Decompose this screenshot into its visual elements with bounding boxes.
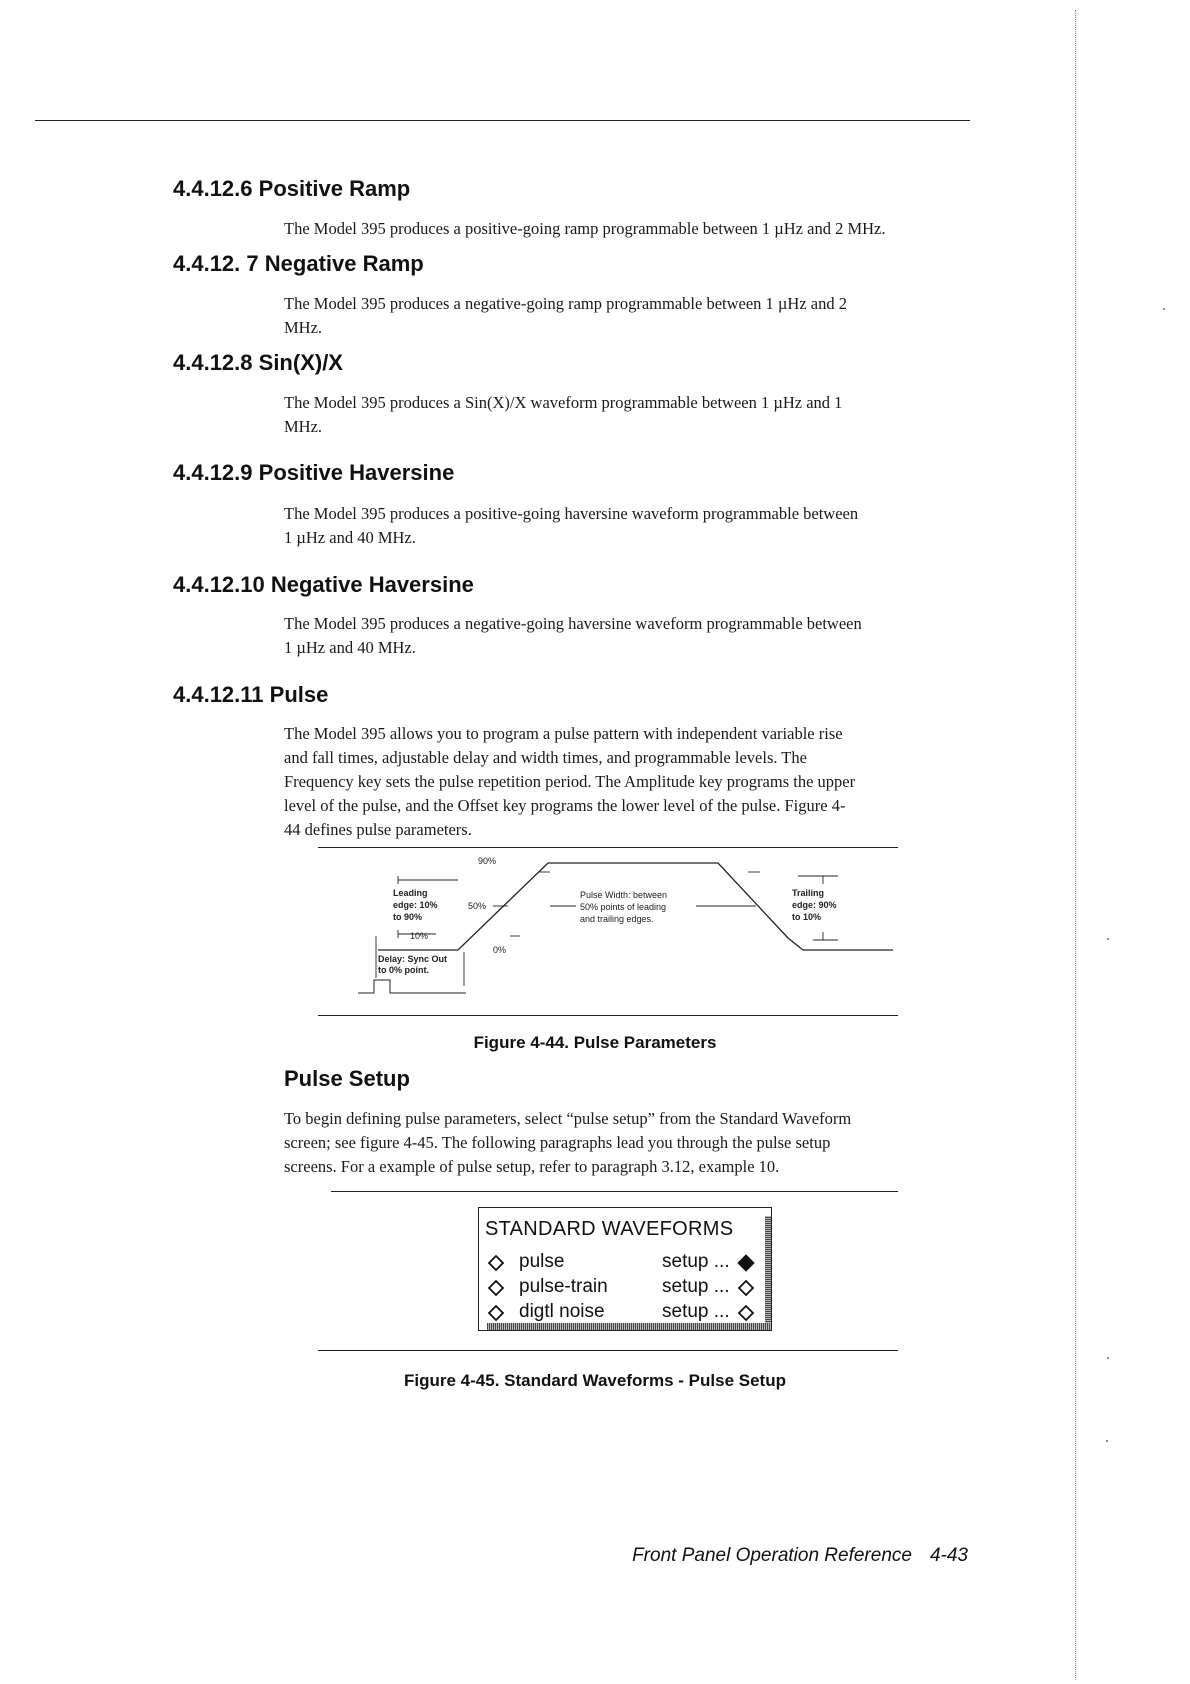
- section-number: 4.4.12.9: [173, 460, 253, 485]
- trailing-label: Trailing: [792, 888, 825, 898]
- section-title: Sin(X)/X: [258, 350, 343, 375]
- body-line: 1 µHz and 40 MHz.: [284, 638, 416, 657]
- section-heading: [173, 682, 328, 708]
- label-0: 0%: [493, 945, 507, 955]
- diamond-outline-icon: [487, 1304, 505, 1322]
- label-90: 90%: [478, 856, 497, 866]
- section-heading: [173, 350, 343, 376]
- sync-pulse: [358, 980, 466, 993]
- section-body: [284, 612, 974, 660]
- pulse-parameters-diagram: [318, 848, 898, 1008]
- body-line: screens. For a example of pulse setup, refer to paragraph 3.12, example 10.: [284, 1157, 780, 1176]
- menu-row-label: digtl noise: [519, 1301, 605, 1322]
- section-number: 4.4.12.11: [173, 682, 264, 707]
- subsection-title: Pulse Setup: [284, 1066, 410, 1091]
- trailing-label: edge: 90%: [792, 900, 837, 910]
- figure-caption: [0, 1371, 1190, 1391]
- section-body: [284, 502, 974, 550]
- leading-label: Leading: [393, 888, 428, 898]
- page-footer: [0, 1545, 968, 1567]
- pulse-width-label: and trailing edges.: [580, 914, 654, 924]
- footer-title: Front Panel Operation Reference: [632, 1545, 912, 1566]
- section-body: [284, 292, 974, 340]
- leading-label: to 90%: [393, 912, 423, 922]
- label-50: 50%: [468, 901, 487, 911]
- body-line: The Model 395 produces a positive-going haversine waveform programmable between: [284, 504, 859, 523]
- figure-caption-text: Figure 4-44. Pulse Parameters: [473, 1033, 717, 1052]
- figure-bottom-rule: [318, 1015, 898, 1016]
- scan-speck: [1107, 938, 1109, 940]
- section-title: Pulse: [269, 682, 329, 707]
- menu-row-pulse[interactable]: [487, 1251, 757, 1275]
- pulse-setup-body: [284, 1107, 976, 1179]
- body-line: MHz.: [284, 318, 323, 337]
- menu-row-label: pulse: [519, 1251, 565, 1272]
- section-heading: [173, 251, 424, 277]
- header-rule: [35, 120, 970, 121]
- figure-caption: [0, 1033, 1190, 1053]
- menu-row-action: setup ...: [662, 1301, 730, 1322]
- section-title: Positive Haversine: [258, 460, 455, 485]
- section-number: 4.4.12.10: [173, 572, 265, 597]
- body-line: level of the pulse, and the Offset key programs the lower level of the pulse. Figure 4-: [284, 796, 846, 815]
- body-line: The Model 395 produces a positive-going ramp programmable between 1 µHz and 2 MHz.: [284, 219, 886, 238]
- body-line: The Model 395 allows you to program a pulse pattern with independent variable rise: [284, 724, 843, 743]
- screen-scrollbar[interactable]: [765, 1216, 771, 1328]
- menu-row-action: setup ...: [662, 1251, 730, 1272]
- pulse-width-label: 50% points of leading: [580, 902, 667, 912]
- screen-bottom-bar: [487, 1323, 771, 1330]
- figure-top-rule: [331, 1191, 898, 1192]
- delay-label: to 0% point.: [378, 965, 429, 975]
- menu-row-action: setup ...: [662, 1276, 730, 1297]
- section-number: 4.4.12.6: [173, 176, 253, 201]
- section-heading: [173, 176, 410, 202]
- body-line: The Model 395 produces a Sin(X)/X waveform programmable between 1 µHz and 1: [284, 393, 843, 412]
- pulse-diagram-svg: [318, 848, 898, 1008]
- body-line: The Model 395 produces a negative-going haversine waveform programmable between: [284, 614, 862, 633]
- section-body: [284, 722, 976, 842]
- section-title: Negative Haversine: [270, 572, 474, 597]
- body-line: 1 µHz and 40 MHz.: [284, 528, 416, 547]
- scan-speck: [1106, 1440, 1108, 1442]
- diamond-outline-icon: [487, 1279, 505, 1297]
- standard-waveforms-screen: [478, 1207, 772, 1331]
- figure-bottom-rule: [318, 1350, 898, 1351]
- section-number: 4.4.12.8: [173, 350, 253, 375]
- diamond-outline-icon: [487, 1254, 505, 1272]
- diamond-outline-icon: [737, 1279, 755, 1297]
- pulse-width-label: Pulse Width: between: [580, 890, 668, 900]
- diamond-filled-icon: [737, 1254, 755, 1272]
- section-title: Positive Ramp: [258, 176, 411, 201]
- body-line: The Model 395 produces a negative-going ramp programmable between 1 µHz and 2: [284, 294, 847, 313]
- body-line: and fall times, adjustable delay and width times, and programmable levels. The: [284, 748, 807, 767]
- section-body: [284, 391, 974, 439]
- section-heading: [173, 572, 474, 598]
- page-edge: [1075, 10, 1076, 1680]
- leading-label: edge: 10%: [393, 900, 438, 910]
- figure-caption-text: Figure 4-45. Standard Waveforms - Pulse Setup: [404, 1371, 786, 1390]
- body-line: 44 defines pulse parameters.: [284, 820, 472, 839]
- screen-title: STANDARD WAVEFORMS: [485, 1218, 734, 1240]
- label-10: 10%: [410, 931, 429, 941]
- trailing-label: to 10%: [792, 912, 822, 922]
- section-number: 4.4.12. 7: [173, 251, 259, 276]
- scan-speck: [1107, 1357, 1109, 1359]
- body-line: To begin defining pulse parameters, select “pulse setup” from the Standard Waveform: [284, 1109, 852, 1128]
- section-body: [284, 217, 974, 241]
- page-number: 4-43: [929, 1545, 968, 1566]
- body-line: screen; see figure 4-45. The following paragraphs lead you through the pulse setup: [284, 1133, 831, 1152]
- body-line: Frequency key sets the pulse repetition period. The Amplitude key programs the upper: [284, 772, 856, 791]
- menu-row-digtl-noise[interactable]: [487, 1301, 757, 1325]
- menu-row-pulse-train[interactable]: [487, 1276, 757, 1300]
- delay-label: Delay: Sync Out: [378, 954, 448, 964]
- section-heading: [173, 460, 454, 486]
- body-line: MHz.: [284, 417, 323, 436]
- scan-speck: [1163, 308, 1165, 310]
- section-title: Negative Ramp: [264, 251, 424, 276]
- menu-row-label: pulse-train: [519, 1276, 608, 1297]
- diamond-outline-icon: [737, 1304, 755, 1322]
